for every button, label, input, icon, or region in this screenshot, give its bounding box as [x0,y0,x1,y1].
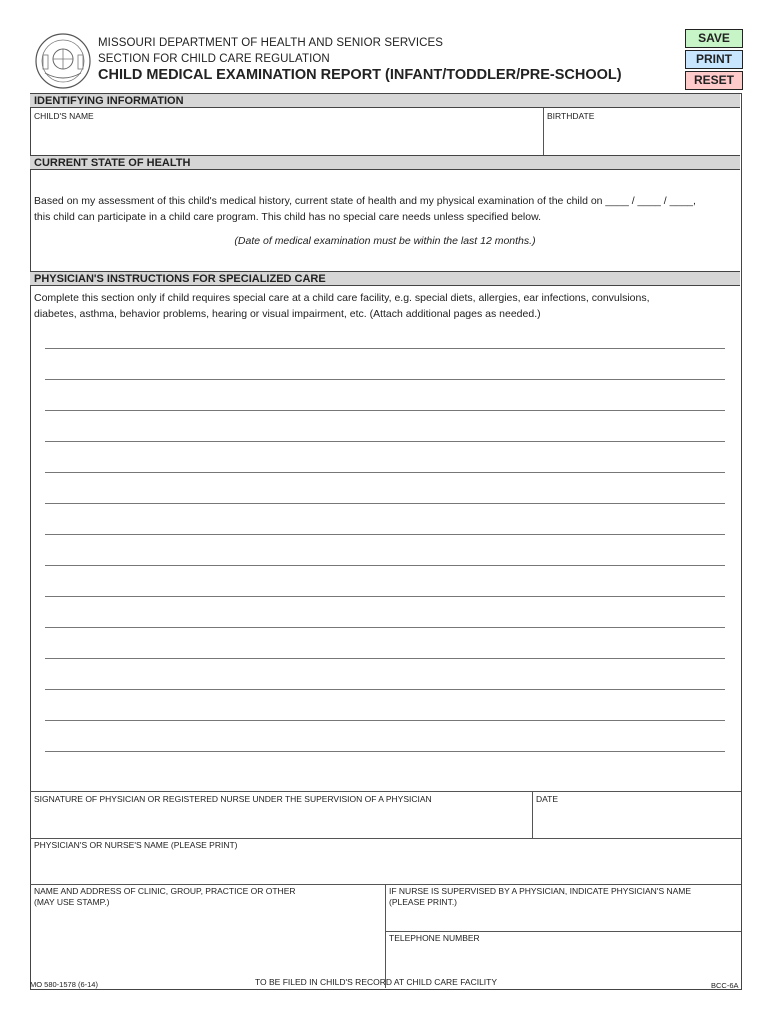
print-button[interactable]: PRINT [685,50,743,69]
form-title: CHILD MEDICAL EXAMINATION REPORT (INFANT/TODDLER/PRE-SCHOOL) [98,67,622,83]
save-button[interactable]: SAVE [685,29,743,48]
divider [30,838,741,839]
exam-date-note: (Date of medical examination must be within the last 12 months.) [234,235,536,247]
filing-note: TO BE FILED IN CHILD'S RECORD AT CHILD CARE FACILITY [255,977,498,987]
health-statement-line-2: this child can participate in a child care program. This child has no special care needs unless specified below. [34,211,541,223]
divider [385,884,386,988]
supervising-physician-field[interactable] [387,910,739,930]
writing-line[interactable] [45,441,725,442]
writing-line[interactable] [45,596,725,597]
writing-line[interactable] [45,348,725,349]
health-statement-line-1: Based on my assessment of this child's medical history, current state of health and my physical examination of the child on ____ / ____ / ____, [34,195,696,207]
clinic-label-line-1: NAME AND ADDRESS OF CLINIC, GROUP, PRACTICE OR OTHER [34,886,296,896]
department-name: MISSOURI DEPARTMENT OF HEALTH AND SENIOR SERVICES [98,37,444,49]
identifying-information-heading: IDENTIFYING INFORMATION [30,93,740,108]
writing-line[interactable] [45,503,725,504]
instructions-line-1: Complete this section only if child requires special care at a child care facility, e.g. special diets, allergies, ear infections, convulsions, [34,292,650,304]
writing-line[interactable] [45,751,725,752]
missouri-state-seal [35,33,91,89]
child-name-label: CHILD'S NAME [34,111,94,121]
date-field[interactable] [534,806,739,837]
birthdate-label: BIRTHDATE [547,111,595,121]
writing-line[interactable] [45,534,725,535]
writing-line[interactable] [45,565,725,566]
writing-line[interactable] [45,379,725,380]
signature-label: SIGNATURE OF PHYSICIAN OR REGISTERED NURSE UNDER THE SUPERVISION OF A PHYSICIAN [34,794,432,804]
writing-line[interactable] [45,472,725,473]
divider [543,108,544,155]
instructions-line-2: diabetes, asthma, behavior problems, hearing or visual impairment, etc. (Attach additional pages as needed.) [34,308,541,320]
current-state-of-health-heading: CURRENT STATE OF HEALTH [30,155,740,170]
reset-button[interactable]: RESET [685,71,743,90]
date-label: DATE [536,794,559,804]
divider [532,791,533,838]
specialized-care-heading: PHYSICIAN'S INSTRUCTIONS FOR SPECIALIZED CARE [30,271,740,286]
writing-line[interactable] [45,410,725,411]
writing-line[interactable] [45,658,725,659]
clinic-label-line-2: (MAY USE STAMP.) [34,897,110,907]
divider [30,791,741,792]
writing-line[interactable] [45,627,725,628]
physician-name-field[interactable] [31,852,739,883]
supervising-physician-label-line-1: IF NURSE IS SUPERVISED BY A PHYSICIAN, INDICATE PHYSICIAN'S NAME [389,886,692,896]
clinic-address-field[interactable] [31,910,383,986]
writing-line[interactable] [45,689,725,690]
birthdate-field[interactable] [545,122,739,154]
child-name-field[interactable] [31,122,543,154]
supervising-physician-label-line-2: (PLEASE PRINT.) [389,897,458,907]
signature-field[interactable] [31,806,531,837]
form-number: MO 580-1578 (6-14) [30,980,98,989]
telephone-label: TELEPHONE NUMBER [389,933,480,943]
divider [385,931,741,932]
form-code: BCC-6A [711,981,739,990]
writing-line[interactable] [45,720,725,721]
physician-name-label: PHYSICIAN'S OR NURSE'S NAME (PLEASE PRINT) [34,840,238,850]
section-name: SECTION FOR CHILD CARE REGULATION [98,53,330,65]
